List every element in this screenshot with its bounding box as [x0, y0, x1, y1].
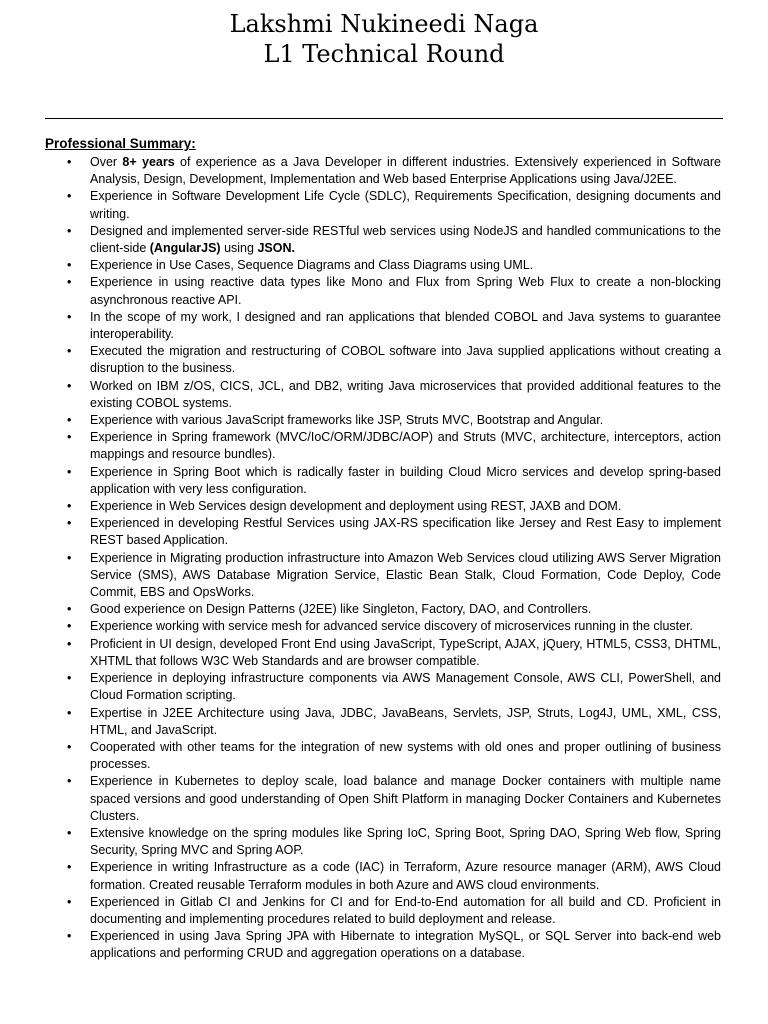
- list-item: • Good experience on Design Patterns (J2EE) like Singleton, Factory, DAO, and Controllers.: [0, 601, 721, 618]
- bullet-icon: [67, 705, 77, 722]
- bullet-icon: [67, 309, 77, 326]
- list-item: • Worked on IBM z/OS, CICS, JCL, and DB2, writing Java microservices that provided additional features to the existing COBOL systems.: [0, 378, 721, 412]
- bullet-icon: [67, 739, 77, 756]
- round-title: L1 Technical Round: [263, 40, 505, 68]
- list-item: • Experience with various JavaScript frameworks like JSP, Struts MVC, Bootstrap and Angular.: [0, 412, 721, 429]
- list-item: • Expertise in J2EE Architecture using Java, JDBC, JavaBeans, Servlets, JSP, Struts, Log4J, UML, XML, CSS, HTML, and JavaScript.: [0, 705, 721, 739]
- bullet-icon: [67, 188, 77, 205]
- bullet-icon: [67, 498, 77, 515]
- list-item: • Experienced in using Java Spring JPA with Hibernate to integration MySQL, or SQL Server into back-end web applications and performing CRUD and aggregation operations on a database.: [0, 928, 721, 962]
- list-item: • Cooperated with other teams for the integration of new systems with old ones and proper outlining of business processes.: [0, 739, 721, 773]
- bullet-icon: [67, 859, 77, 876]
- bullet-icon: [67, 343, 77, 360]
- list-item: • Experience in using reactive data types like Mono and Flux from Spring Web Flux to create a non-blocking asynchronous reactive API.: [0, 274, 721, 308]
- bullet-icon: [67, 515, 77, 532]
- list-item: • Experience in Web Services design development and deployment using REST, JAXB and DOM.: [0, 498, 721, 515]
- list-item: • Experience in Spring framework (MVC/IoC/ORM/JDBC/AOP) and Struts (MVC, architecture, interceptors, action mappings and resource bundles).: [0, 429, 721, 463]
- list-item: • Experience in Use Cases, Sequence Diagrams and Class Diagrams using UML.: [0, 257, 721, 274]
- bullet-icon: [67, 618, 77, 635]
- list-item: • Executed the migration and restructuring of COBOL software into Java supplied applications without creating a disruption to the business.: [0, 343, 721, 377]
- bullet-icon: [67, 378, 77, 395]
- bullet-icon: [67, 928, 77, 945]
- list-item: • Experience in writing Infrastructure as a code (IAC) in Terraform, Azure resource manager (ARM), AWS Cloud formation. Created reusable Terraform modules in both Azure and AWS cloud environments.: [0, 859, 721, 893]
- list-item: • Experience in Software Development Life Cycle (SDLC), Requirements Specification, designing documents and writing.: [0, 188, 721, 222]
- bullet-icon: [67, 154, 77, 171]
- section-heading-professional-summary: Professional Summary:: [45, 136, 196, 151]
- bullet-icon: [67, 223, 77, 240]
- bullet-icon: [67, 412, 77, 429]
- horizontal-divider: [45, 118, 723, 119]
- list-item: • Extensive knowledge on the spring modules like Spring IoC, Spring Boot, Spring DAO, Spring Web flow, Spring Security, Spring MVC and Spring AOP.: [0, 825, 721, 859]
- bullet-icon: [67, 429, 77, 446]
- list-item: • Experience working with service mesh for advanced service discovery of microservices running in the cluster.: [0, 618, 721, 635]
- list-item: • Experienced in Gitlab CI and Jenkins for CI and for End-to-End automation for all build and CD. Proficient in documenting and implementing procedures related to build deployment and release.: [0, 894, 721, 928]
- bullet-icon: [67, 274, 77, 291]
- bullet-icon: [67, 464, 77, 481]
- bullet-icon: [67, 670, 77, 687]
- list-item: • Experienced in developing Restful Services using JAX-RS specification like Jersey and Rest Easy to implement REST based Application.: [0, 515, 721, 549]
- list-item: • In the scope of my work, I designed and ran applications that blended COBOL and Java systems to guarantee interoperability.: [0, 309, 721, 343]
- list-item: • Experience in Migrating production infrastructure into Amazon Web Services cloud utilizing AWS Server Migration Service (SMS), AWS Database Migration Service, Elastic Bean Stalk, Cloud Formation, Code Deploy, Code Commit, EBS and OpsWorks.: [0, 550, 721, 602]
- candidate-name: Lakshmi Nukineedi Naga: [229, 10, 539, 38]
- summary-bullet-list: [0, 154, 768, 963]
- bullet-icon: [67, 825, 77, 842]
- list-item: • Experience in Kubernetes to deploy scale, load balance and manage Docker containers with multiple name spaced versions and good understanding of Open Shift Platform in managing Docker Containers and Kubernetes Clusters.: [0, 773, 721, 825]
- bullet-icon: [67, 636, 77, 653]
- list-item: • Experience in deploying infrastructure components via AWS Management Console, AWS CLI, PowerShell, and Cloud Formation scripting.: [0, 670, 721, 704]
- list-item: • Over 8+ years of experience as a Java Developer in different industries. Extensively experienced in Software Analysis, Design, Development, Implementation and Web based Enterprise Applications using Java/J2EE.: [0, 154, 721, 188]
- bullet-icon: [67, 894, 77, 911]
- list-item: • Experience in Spring Boot which is radically faster in building Cloud Micro services and develop spring-based application with very less configuration.: [0, 464, 721, 498]
- list-item: • Designed and implemented server-side RESTful web services using NodeJS and handled communications to the client-side (AngularJS) using JSON.: [0, 223, 721, 257]
- bullet-icon: [67, 773, 77, 790]
- bullet-icon: [67, 257, 77, 274]
- list-item: • Proficient in UI design, developed Front End using JavaScript, TypeScript, AJAX, jQuery, HTML5, CSS3, DHTML, XHTML that follows W3C Web Standards and are browser compatible.: [0, 636, 721, 670]
- bullet-icon: [67, 550, 77, 567]
- bullet-icon: [67, 601, 77, 618]
